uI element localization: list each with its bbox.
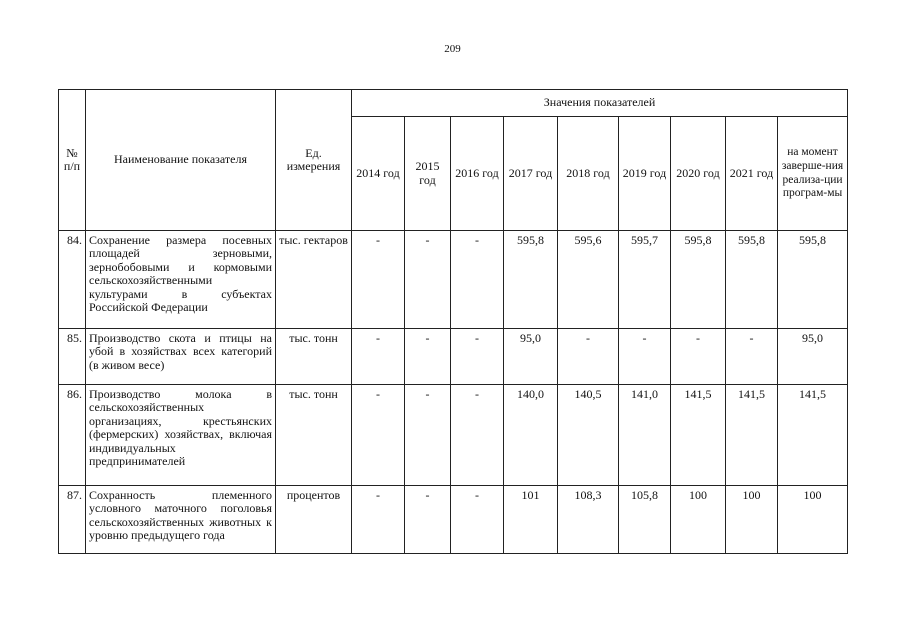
row-value: - <box>619 329 671 385</box>
row-value: - <box>405 329 451 385</box>
header-unit: Ед. измерения <box>276 90 352 231</box>
header-final: на момент заверше-ния реализа-ции програм-мы <box>778 117 848 231</box>
row-value: 595,8 <box>726 231 778 329</box>
indicators-table <box>58 89 848 554</box>
row-value: - <box>405 385 451 486</box>
header-num: № п/п <box>59 90 86 231</box>
row-value: - <box>352 231 405 329</box>
row-value: - <box>726 329 778 385</box>
row-num: 84. <box>59 231 86 329</box>
row-unit: тыс. тонн <box>276 329 352 385</box>
row-value: 595,6 <box>558 231 619 329</box>
row-num: 86. <box>59 385 86 486</box>
header-year: 2021 год <box>726 117 778 231</box>
row-value: - <box>352 329 405 385</box>
table-row <box>59 329 848 385</box>
header-year: 2018 год <box>558 117 619 231</box>
row-value: 140,5 <box>558 385 619 486</box>
row-value: 100 <box>778 486 848 554</box>
row-name: Производство скота и птицы на убой в хозяйствах всех категорий (в живом весе) <box>86 329 276 385</box>
header-year: 2020 год <box>671 117 726 231</box>
row-value: 100 <box>726 486 778 554</box>
row-value: 595,8 <box>504 231 558 329</box>
row-unit: процентов <box>276 486 352 554</box>
row-value: 108,3 <box>558 486 619 554</box>
row-value: 141,5 <box>726 385 778 486</box>
row-value: - <box>451 486 504 554</box>
row-name: Производство молока в сельскохозяйственных организациях, крестьянских (фермерских) хозяйствах, включая индивидуальных предпринимателей <box>86 385 276 486</box>
row-value: 95,0 <box>504 329 558 385</box>
row-value: 595,7 <box>619 231 671 329</box>
row-value: - <box>405 486 451 554</box>
row-value: 95,0 <box>778 329 848 385</box>
row-value: - <box>451 385 504 486</box>
header-year: 2019 год <box>619 117 671 231</box>
row-value: - <box>352 486 405 554</box>
row-value: 595,8 <box>778 231 848 329</box>
row-name: Сохранность племенного условного маточного поголовья сельскохозяйственных животных к уровню предыдущего года <box>86 486 276 554</box>
row-value: 141,0 <box>619 385 671 486</box>
row-value: - <box>671 329 726 385</box>
row-value: - <box>451 329 504 385</box>
page-number: 209 <box>444 43 461 55</box>
row-unit: тыс. тонн <box>276 385 352 486</box>
row-value: 100 <box>671 486 726 554</box>
table-row <box>59 486 848 554</box>
row-value: 141,5 <box>671 385 726 486</box>
table-header <box>59 90 848 231</box>
header-year: 2014 год <box>352 117 405 231</box>
row-value: 595,8 <box>671 231 726 329</box>
header-name: Наименование показателя <box>86 90 276 231</box>
row-value: - <box>558 329 619 385</box>
row-num: 87. <box>59 486 86 554</box>
header-year: 2015 год <box>405 117 451 231</box>
row-value: - <box>352 385 405 486</box>
row-value: - <box>451 231 504 329</box>
row-name: Сохранение размера посевных площадей зерновыми, зернобобовыми и кормовыми сельскохозяйственными культурами в субъектах Российской Федерации <box>86 231 276 329</box>
header-year: 2016 год <box>451 117 504 231</box>
row-value: 105,8 <box>619 486 671 554</box>
row-value: - <box>405 231 451 329</box>
table-row <box>59 231 848 329</box>
header-values-group: Значения показателей <box>352 90 848 117</box>
row-value: 101 <box>504 486 558 554</box>
row-unit: тыс. гектаров <box>276 231 352 329</box>
header-year: 2017 год <box>504 117 558 231</box>
row-value: 140,0 <box>504 385 558 486</box>
row-num: 85. <box>59 329 86 385</box>
table-row <box>59 385 848 486</box>
row-value: 141,5 <box>778 385 848 486</box>
